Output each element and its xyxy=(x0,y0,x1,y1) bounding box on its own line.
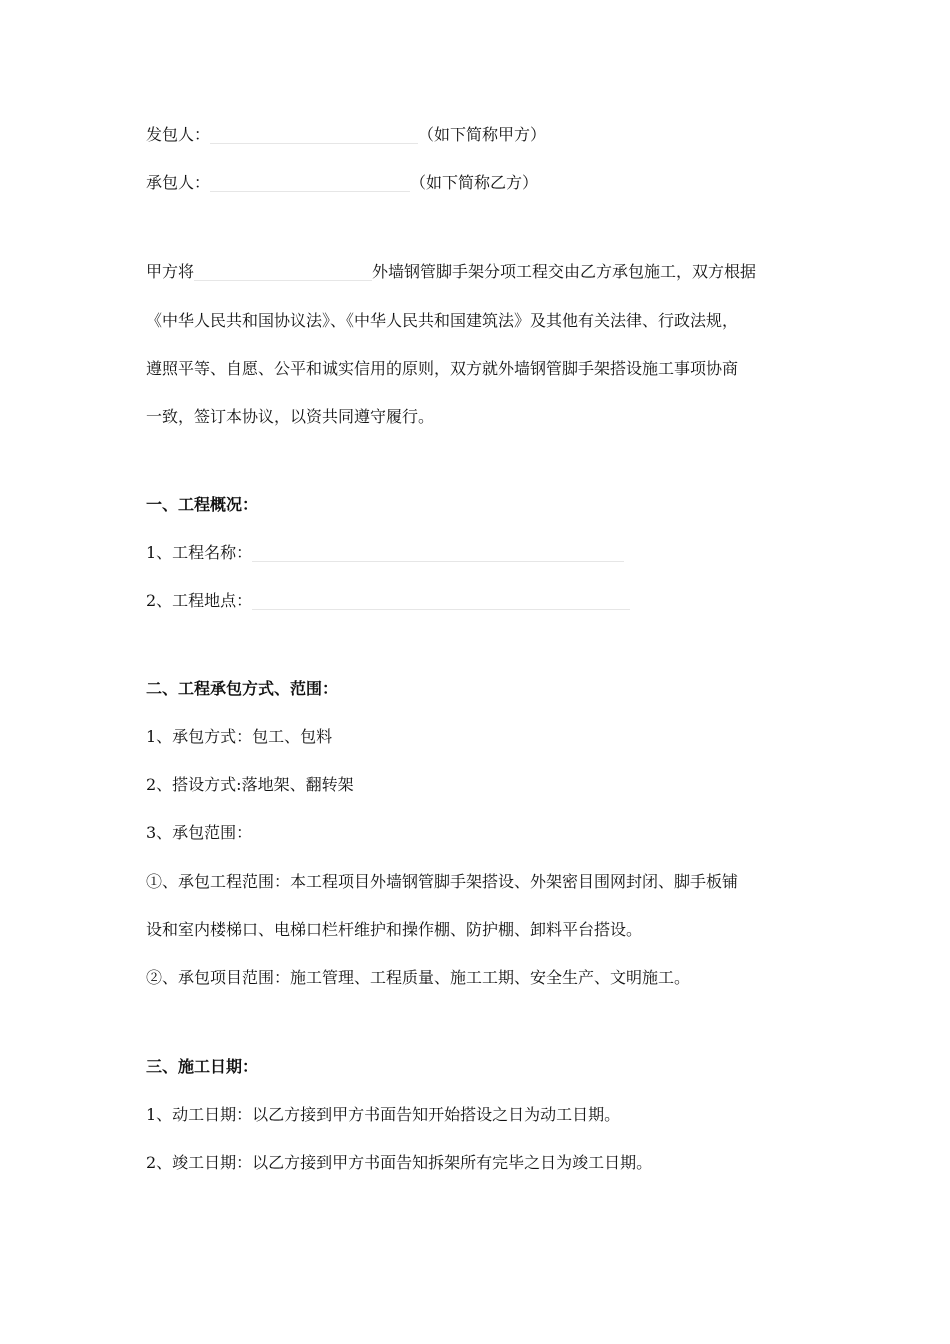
contractor-line xyxy=(146,172,538,194)
erection-method: 2、搭设方式:落地架、翻转架 xyxy=(146,775,354,794)
scope-sub-1-line-2: 设和室内楼梯口、电梯口栏杆维护和操作棚、防护棚、卸料平台搭设。 xyxy=(146,920,643,939)
project-name-line xyxy=(146,542,624,564)
project-location-field[interactable] xyxy=(252,591,630,610)
project-location-line xyxy=(146,590,630,612)
start-date: 1、动工日期：以乙方接到甲方书面告知开始搭设之日为动工日期。 xyxy=(146,1105,621,1124)
contractor-note: （如下简称乙方） xyxy=(410,173,539,192)
intro-line-3: 遵照平等、自愿、公平和诚实信用的原则，双方就外墙钢管脚手架搭设施工事项协商 xyxy=(146,359,739,378)
contract-method: 1、承包方式：包工、包料 xyxy=(146,727,333,746)
employer-line xyxy=(146,124,546,146)
intro-line-1 xyxy=(146,261,756,283)
completion-date: 2、竣工日期：以乙方接到甲方书面告知拆架所有完毕之日为竣工日期。 xyxy=(146,1153,653,1172)
contract-scope: 3、承包范围： xyxy=(146,823,253,842)
section-1-heading: 一、工程概况： xyxy=(146,495,259,514)
section-3-heading: 三、施工日期： xyxy=(146,1057,259,1076)
project-name-blank[interactable] xyxy=(194,262,372,281)
intro-start: 甲方将 xyxy=(146,262,195,281)
intro-line-4: 一致，签订本协议，以资共同遵守履行。 xyxy=(146,407,435,426)
project-name-field[interactable] xyxy=(252,543,624,562)
employer-note: （如下简称甲方） xyxy=(418,125,547,144)
section-2-heading: 二、工程承包方式、范围： xyxy=(146,679,339,698)
employer-blank[interactable] xyxy=(210,125,418,144)
intro-end: 外墙钢管脚手架分项工程交由乙方承包施工，双方根据 xyxy=(372,262,757,281)
employer-label: 发包人： xyxy=(146,125,211,144)
intro-line-2: 《中华人民共和国协议法》、《中华人民共和国建筑法》及其他有关法律、行政法规， xyxy=(146,311,739,330)
project-location-label: 2、工程地点： xyxy=(146,591,253,610)
scope-sub-1-line-1: ①、承包工程范围：本工程项目外墙钢管脚手架搭设、外架密目围网封闭、脚手板铺 xyxy=(146,872,739,891)
contractor-blank[interactable] xyxy=(210,173,410,192)
contractor-label: 承包人： xyxy=(146,173,211,192)
project-name-label: 1、工程名称： xyxy=(146,543,253,562)
scope-sub-2: ②、承包项目范围：施工管理、工程质量、施工工期、安全生产、文明施工。 xyxy=(146,968,691,987)
